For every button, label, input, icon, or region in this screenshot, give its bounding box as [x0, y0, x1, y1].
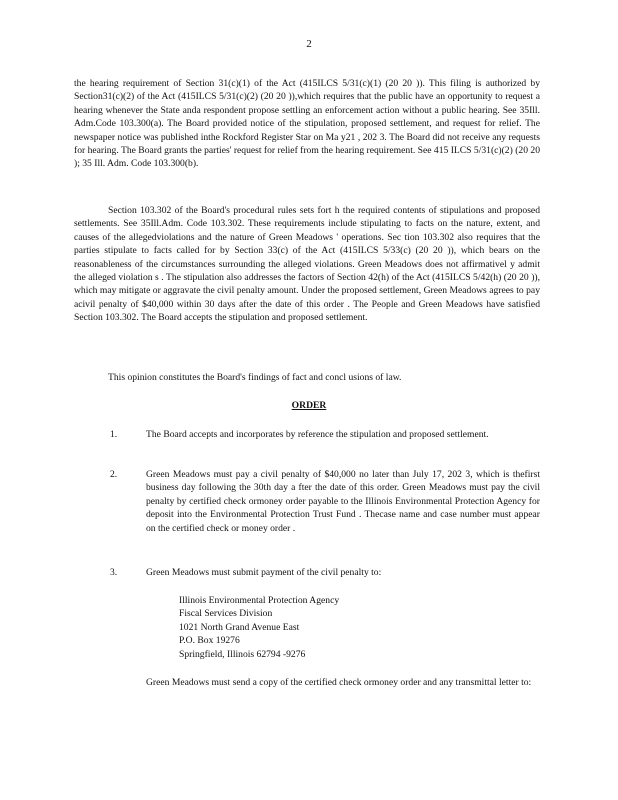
paragraph-section-103-302: Section 103.302 of the Board's procedural rules sets fort h the required contents of stipulations and proposed settlements. See 35Ill.Adm. Code 103.302. These requirements include stipulating to facts on the nature, extent, and causes of the allegedviolations and the nature of Green Meadows ' operations. Sec tion 103.302 also requires that the parties stipulate to facts called for by Section 33(c) of the Act (415ILCS 5/33(c) (20 20 )), which bears on the reasonableness of the circumstances surrounding the alleged violations. Green Meadows does not affirmativel y admit the alleged violation s . The stipulation also addresses the factors of Section 42(h) of the Act (415ILCS 5/42(h) (20 20 )), which may mitigate or aggravate the civil penalty amount. Under the proposed settlement, Green Meadows agrees to pay acivil penalty of $40,000 within 30 days after the date of this order . The People and Green Meadows have satisfied Section 103.302. The Board accepts the stipulation and proposed settlement.: [74, 205, 540, 324]
address-line: 1021 North Grand Avenue East: [179, 621, 300, 633]
order-item-text: Green Meadows must submit payment of the civil penalty to:: [146, 567, 382, 578]
order-item-number: 2.: [110, 469, 118, 480]
paragraph-opinion-findings: This opinion constitutes the Board's findings of fact and concl usions of law.: [108, 372, 402, 383]
address-line: P.O. Box 19276: [179, 635, 240, 647]
order-heading: ORDER: [291, 400, 327, 411]
address-line: Illinois Environmental Protection Agency: [179, 595, 340, 606]
order-item-number: 1.: [110, 429, 118, 440]
order-item-text: Green Meadows must pay a civil penalty of $40,000 no later than July 17, 202 3, which is thefirst business day following the 30th day a fter the date of this order. Green Meadows must pay the civil penalty by certified check ormoney order payable to the Illinois Environmental Protection Agency for deposit into the Environmental Protection Trust Fund . Thecase name and case number must appear on the certified check or money order .: [146, 469, 540, 534]
order-item-number: 3.: [110, 567, 118, 578]
order-item-text: The Board accepts and incorporates by reference the stipulation and proposed settlement.: [146, 429, 489, 440]
paragraph-send-copy: Green Meadows must send a copy of the certified check ormoney order and any transmittal letter to:: [146, 677, 532, 688]
address-line: Springfield, Illinois 62794 -9276: [179, 648, 306, 660]
payment-address: [179, 594, 339, 661]
address-line: Fiscal Services Division: [179, 608, 273, 620]
paragraph-hearing-requirement: the hearing requirement of Section 31(c)(1) of the Act (415ILCS 5/31(c)(1) (20 20 )). This filing is authorized by Section31(c)(2) of the Act (415ILCS 5/31(c)(2) (20 20 )),which requires that the public have an opportunity to request a hearing whenever the State anda respondent propose settling an enforcement action without a public hearing. See 35Ill. Adm.Code 103.300(a). The Board provided notice of the stipulation, proposed settlement, and request for relief. The newspaper notice was published inthe Rockford Register Star on Ma y21 , 202 3. The Board did not receive any requests for hearing. The Board grants the parties' request for relief from the hearing requirement. See 415 ILCS 5/31(c)(2) (20 20 ); 35 Ill. Adm. Code 103.300(b).: [74, 78, 540, 170]
page-number: 2: [306, 38, 312, 50]
